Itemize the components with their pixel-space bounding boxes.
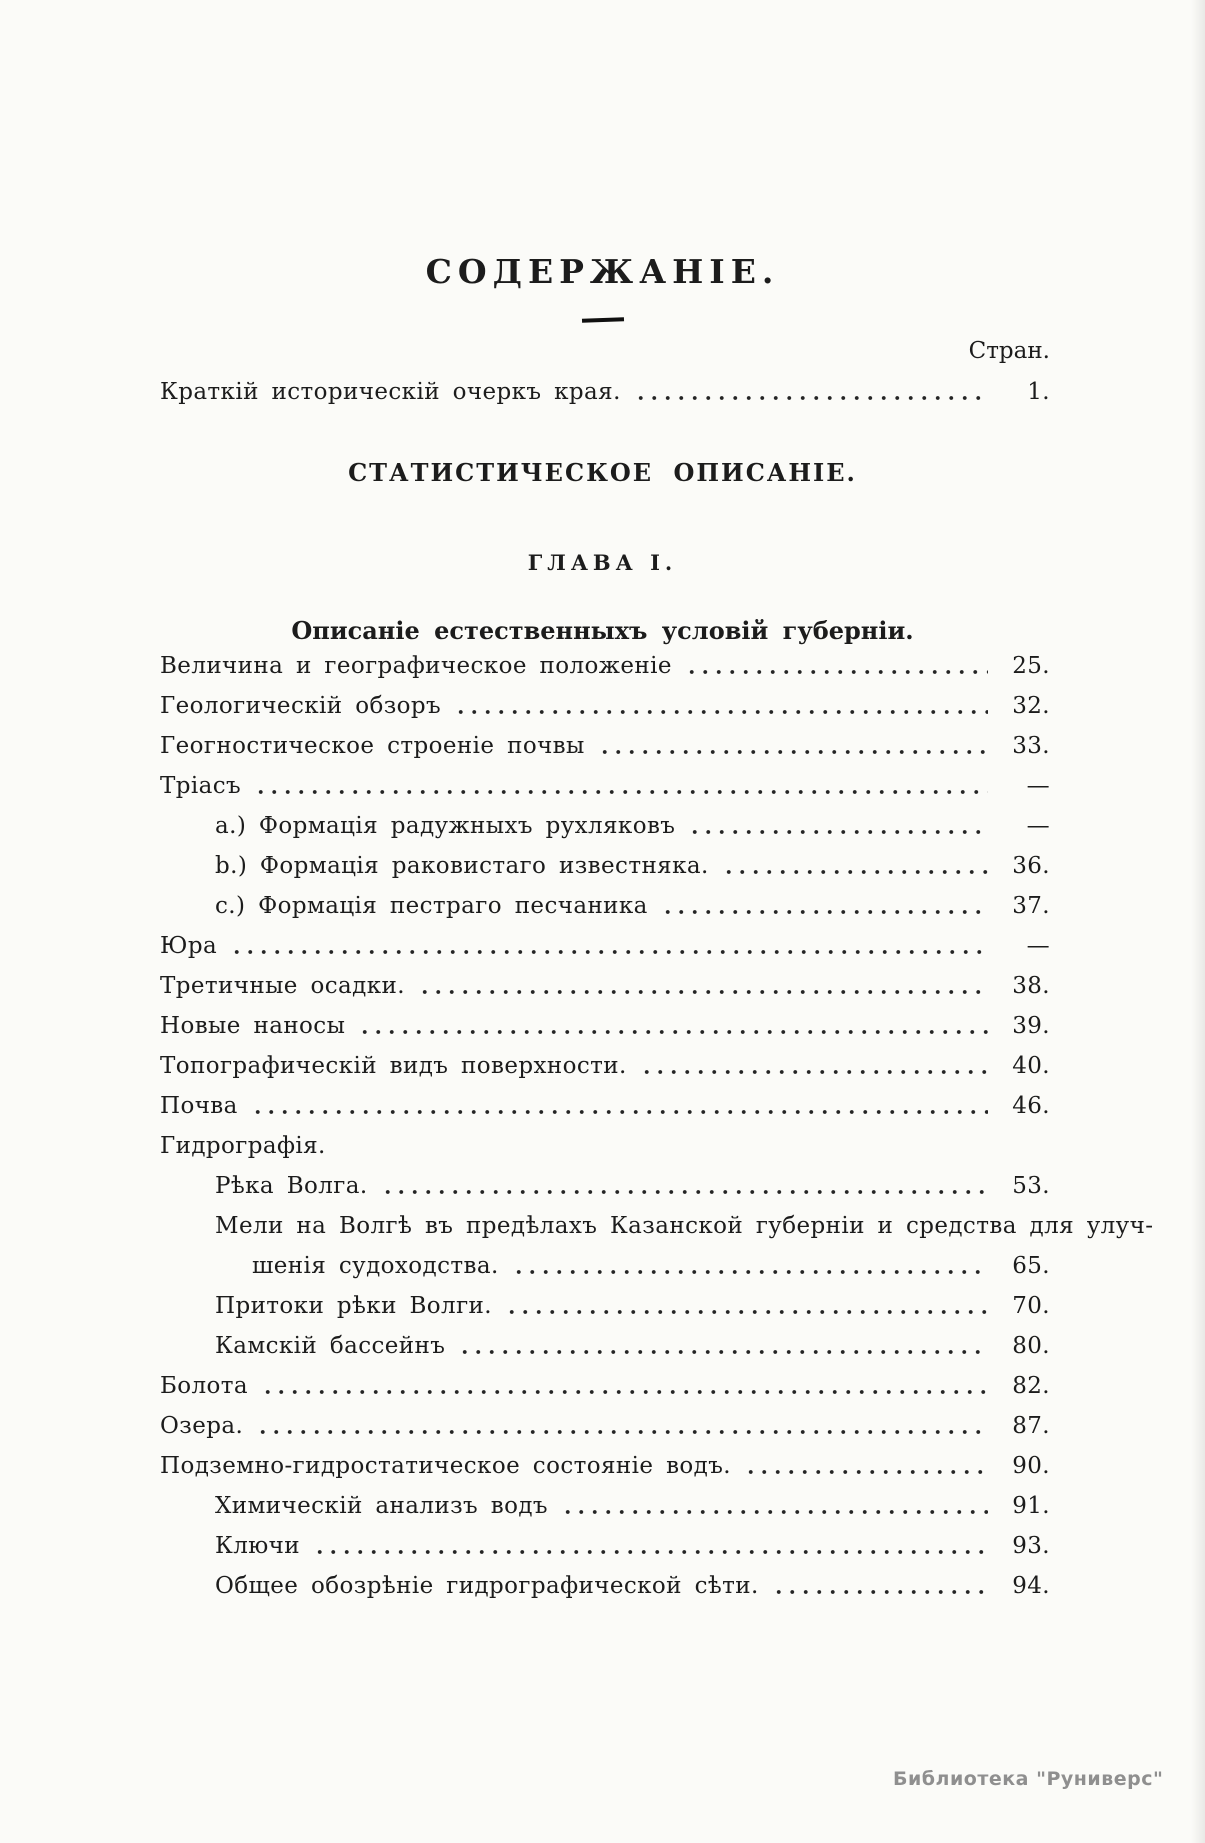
- toc-entry: [160, 766, 1050, 806]
- chapter-subtitle: Описаніе естественныхъ условій губерніи.: [291, 616, 914, 645]
- toc-entry: [215, 886, 1050, 926]
- dot-leader: [768, 1566, 988, 1606]
- toc-entry-label: Топографическій видъ поверхности.: [160, 1053, 627, 1079]
- toc-entry: [160, 1406, 1050, 1446]
- toc-entry-page: 80.: [1012, 1333, 1050, 1359]
- toc-entry-label: Рѣка Волга.: [215, 1173, 368, 1199]
- toc-entry: [252, 1246, 1050, 1286]
- toc-entry-label: Общее обозрѣніе гидрографической сѣти.: [215, 1573, 759, 1599]
- toc-entry: [160, 926, 1050, 966]
- toc-entry: [160, 1006, 1050, 1046]
- section-heading: СТАТИСТИЧЕСКОЕ ОПИСАНІЕ.: [348, 458, 857, 487]
- toc-entry-page: 90.: [1012, 1453, 1050, 1479]
- toc-entry: [160, 686, 1050, 726]
- toc-entry-label: Гидрографія.: [160, 1133, 326, 1159]
- page-title: СОДЕРЖАНІЕ.: [425, 252, 780, 291]
- toc-entry-label: Притоки рѣки Волги.: [215, 1293, 492, 1319]
- toc-entry: [160, 646, 1050, 686]
- toc-entry-page: 39.: [1012, 1013, 1050, 1039]
- dot-leader: [740, 1446, 988, 1486]
- toc-entry-page: 91.: [1012, 1493, 1050, 1519]
- toc-entry: [215, 1286, 1050, 1326]
- pages-column-header: Стран.: [968, 338, 1050, 364]
- toc-entry: [160, 1366, 1050, 1406]
- toc-entry-label: Тріасъ: [160, 773, 242, 799]
- toc-entry-page: 46.: [1012, 1093, 1050, 1119]
- toc-entry: [215, 1166, 1050, 1206]
- toc-entry-label: Геогностическое строеніе почвы: [160, 733, 585, 759]
- toc-entry: [215, 1486, 1050, 1526]
- dot-leader: [630, 372, 988, 412]
- toc-entry-page: 33.: [1012, 733, 1050, 759]
- toc-entry-label: Мели на Волгѣ въ предѣлахъ Казанской губерніи и средства для улуч-: [215, 1213, 1154, 1239]
- dot-leader: [252, 1406, 988, 1446]
- toc-entry-label: Болота: [160, 1373, 249, 1399]
- dot-leader: [377, 1166, 988, 1206]
- toc-entry-page: 94.: [1012, 1573, 1050, 1599]
- dot-leader: [557, 1486, 988, 1526]
- toc-entry: [160, 966, 1050, 1006]
- dot-leader: [309, 1526, 988, 1566]
- dot-leader: [594, 726, 988, 766]
- toc-entry-label: Химическій анализъ водъ: [215, 1493, 548, 1519]
- toc-entry-page: 53.: [1012, 1173, 1050, 1199]
- dot-leader: [247, 1086, 988, 1126]
- toc-entry-label: Почва: [160, 1093, 238, 1119]
- toc-entry-page: 93.: [1012, 1533, 1050, 1559]
- toc-entry-page: —: [1026, 933, 1050, 959]
- dot-leader: [354, 1006, 988, 1046]
- dot-leader: [636, 1046, 988, 1086]
- dot-leader: [250, 766, 988, 806]
- toc-entry-label: Камскій бассейнъ: [215, 1333, 446, 1359]
- dot-leader: [508, 1246, 988, 1286]
- toc-entry-label: a.) Формація радужныхъ рухляковъ: [215, 813, 676, 839]
- toc-entry-page: 37.: [1012, 893, 1050, 919]
- toc-entry-label: шенія судоходства.: [252, 1253, 499, 1279]
- toc-entry: [160, 726, 1050, 766]
- toc-entry-label: Юра: [160, 933, 218, 959]
- toc-entry-wrapped-line: [215, 1206, 1154, 1246]
- chapter-heading: ГЛАВА I.: [527, 550, 678, 575]
- toc-entry-page: 25.: [1012, 653, 1050, 679]
- toc-entry: [215, 1326, 1050, 1366]
- toc-entry-page: —: [1026, 773, 1050, 799]
- toc-entry-label: Ключи: [215, 1533, 300, 1559]
- toc-entry-label: Новые наносы: [160, 1013, 346, 1039]
- library-watermark: Библиотека "Руниверс": [893, 1768, 1164, 1790]
- toc-entry: [160, 1446, 1050, 1486]
- toc-entry: [160, 372, 1050, 412]
- toc-entry-page: 87.: [1012, 1413, 1050, 1439]
- toc-entry-page: 40.: [1012, 1053, 1050, 1079]
- toc-entry: [215, 846, 1050, 886]
- toc-entry: [160, 1046, 1050, 1086]
- toc-section-label: [160, 1126, 1050, 1166]
- toc-entry: [215, 1566, 1050, 1606]
- toc-entry-label: Подземно-гидростатическое состояніе водъ.: [160, 1453, 731, 1479]
- toc-entry: [160, 1086, 1050, 1126]
- toc-entry-label: Краткій историческій очеркъ края.: [160, 379, 621, 405]
- dot-leader: [454, 1326, 988, 1366]
- dot-leader: [681, 646, 988, 686]
- toc-entry-label: Геологическій обзоръ: [160, 693, 442, 719]
- decorative-rule: [582, 317, 624, 322]
- toc-entry-page: 38.: [1012, 973, 1050, 999]
- toc-entry-page: 82.: [1012, 1373, 1050, 1399]
- dot-leader: [657, 886, 988, 926]
- dot-leader: [226, 926, 988, 966]
- toc-entry-page: —: [1026, 813, 1050, 839]
- toc-entry-label: Третичные осадки.: [160, 973, 405, 999]
- toc-entry-label: b.) Формація раковистаго известняка.: [215, 853, 709, 879]
- toc-entry: [215, 806, 1050, 846]
- toc-entry-page: 32.: [1012, 693, 1050, 719]
- toc-entry-page: 1.: [1027, 379, 1050, 405]
- toc-entry: [215, 1526, 1050, 1566]
- toc-entry-label: c.) Формація пестраго песчаника: [215, 893, 648, 919]
- toc-entry-page: 65.: [1012, 1253, 1050, 1279]
- toc-entry-page: 36.: [1012, 853, 1050, 879]
- dot-leader: [257, 1366, 988, 1406]
- dot-leader: [414, 966, 988, 1006]
- dot-leader: [684, 806, 988, 846]
- toc-list: [160, 646, 1154, 1606]
- dot-leader: [450, 686, 988, 726]
- toc-entry-label: Величина и географическое положеніе: [160, 653, 672, 679]
- toc-entry-page: 70.: [1012, 1293, 1050, 1319]
- dot-leader: [501, 1286, 988, 1326]
- dot-leader: [718, 846, 988, 886]
- toc-entry-label: Озера.: [160, 1413, 244, 1439]
